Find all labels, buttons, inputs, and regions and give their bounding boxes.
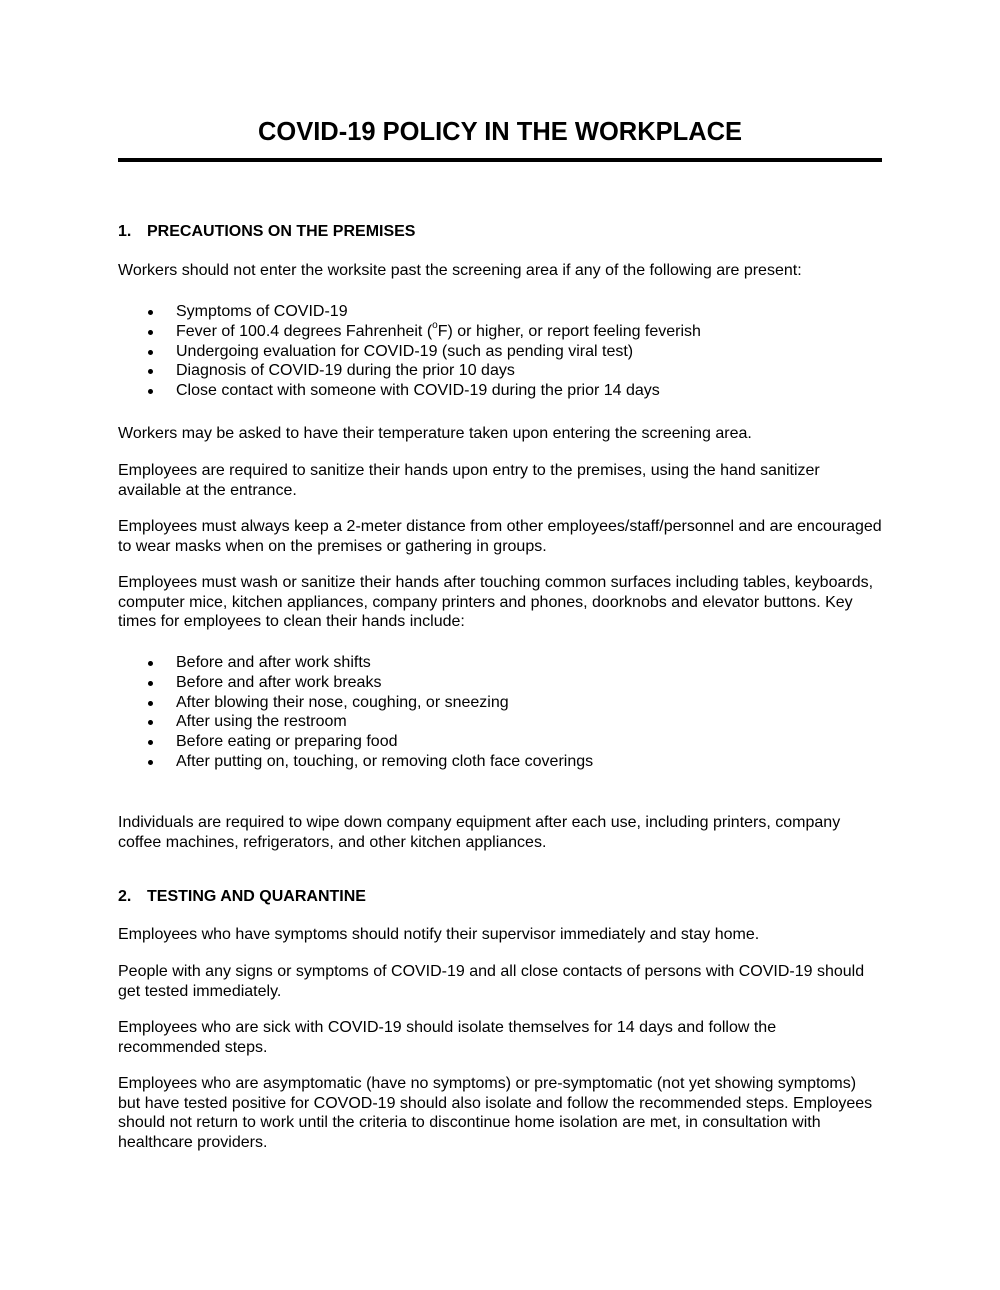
paragraph-distance: Employees must always keep a 2-meter distance from other employees/staff/personnel and are encouraged to wear masks when on the premises or gathering in groups. xyxy=(118,518,882,555)
list-item: Diagnosis of COVID-19 during the prior 10 days xyxy=(118,361,882,381)
bullet-icon xyxy=(148,701,153,706)
paragraph-asymptomatic: Employees who are asymptomatic (have no symptoms) or pre-symptomatic (not yet showing symptoms) but have tested positive for COVOD-19 should also isolate and follow the recommended steps. Employees should not return to work until the criteria to discontinue home isolation are met, in consultation with healthcare providers. xyxy=(118,1075,873,1151)
bullet-icon xyxy=(148,681,153,686)
list-item: Fever of 100.4 degrees Fahrenheit ($^o$F) or higher, or report feeling feverish xyxy=(118,322,882,342)
bullet-icon xyxy=(148,661,153,666)
list-item: Before and after work shifts xyxy=(118,653,882,673)
handwash-list xyxy=(118,653,882,772)
list-item: After blowing their nose, coughing, or sneezing xyxy=(118,693,882,713)
section-1-title: PRECAUTIONS ON THE PREMISES xyxy=(147,223,416,240)
section-1-number: 1. xyxy=(118,223,132,240)
section-2-number: 2. xyxy=(118,888,132,905)
paragraph-temperature: Workers may be asked to have their temperature taken upon entering the screening area. xyxy=(118,425,752,442)
section-2-heading xyxy=(118,887,366,907)
paragraph-get-tested: People with any signs or symptoms of COVID-19 and all close contacts of persons with COVID-19 should get tested immediately. xyxy=(118,963,865,1000)
bullet-icon xyxy=(148,369,153,374)
section-1-intro: Workers should not enter the worksite past the screening area if any of the following are present: xyxy=(118,262,802,279)
bullet-icon xyxy=(148,740,153,745)
section-1-heading xyxy=(118,222,415,242)
document-title: COVID-19 POLICY IN THE WORKPLACE xyxy=(257,118,743,146)
list-item: Before eating or preparing food xyxy=(118,732,882,752)
symptoms-list xyxy=(118,302,882,401)
title-underline xyxy=(118,158,882,162)
paragraph-sanitize-entry: Employees are required to sanitize their hands upon entry to the premises, using the hand sanitizer available at the entrance. xyxy=(118,462,820,499)
list-item: Close contact with someone with COVID-19 during the prior 14 days xyxy=(118,381,882,401)
paragraph-wash-hands: Employees must wash or sanitize their hands after touching common surfaces including tables, keyboards, computer mice, kitchen appliances, company printers and phones, doorknobs and elevator buttons. Key times for employees to clean their hands include: xyxy=(118,574,874,630)
list-item: After putting on, touching, or removing cloth face coverings xyxy=(118,752,882,772)
bullet-icon xyxy=(148,330,153,335)
bullet-icon xyxy=(148,350,153,355)
list-item: Before and after work breaks xyxy=(118,673,882,693)
list-item: Symptoms of COVID-19 xyxy=(118,302,882,322)
degree-superscript: o xyxy=(432,320,438,332)
paragraph-notify-supervisor: Employees who have symptoms should notify their supervisor immediately and stay home. xyxy=(118,926,760,943)
section-2-title: TESTING AND QUARANTINE xyxy=(147,888,366,905)
bullet-icon xyxy=(148,389,153,394)
paragraph-wipe-equipment: Individuals are required to wipe down company equipment after each use, including printers, company coffee machines, refrigerators, and other kitchen appliances. xyxy=(118,814,841,851)
bullet-icon xyxy=(148,720,153,725)
paragraph-isolate-sick: Employees who are sick with COVID-19 should isolate themselves for 14 days and follow the recommended steps. xyxy=(118,1019,777,1056)
bullet-icon xyxy=(148,310,153,315)
list-item: After using the restroom xyxy=(118,712,882,732)
bullet-icon xyxy=(148,760,153,765)
list-item: Undergoing evaluation for COVID-19 (such as pending viral test) xyxy=(118,342,882,362)
